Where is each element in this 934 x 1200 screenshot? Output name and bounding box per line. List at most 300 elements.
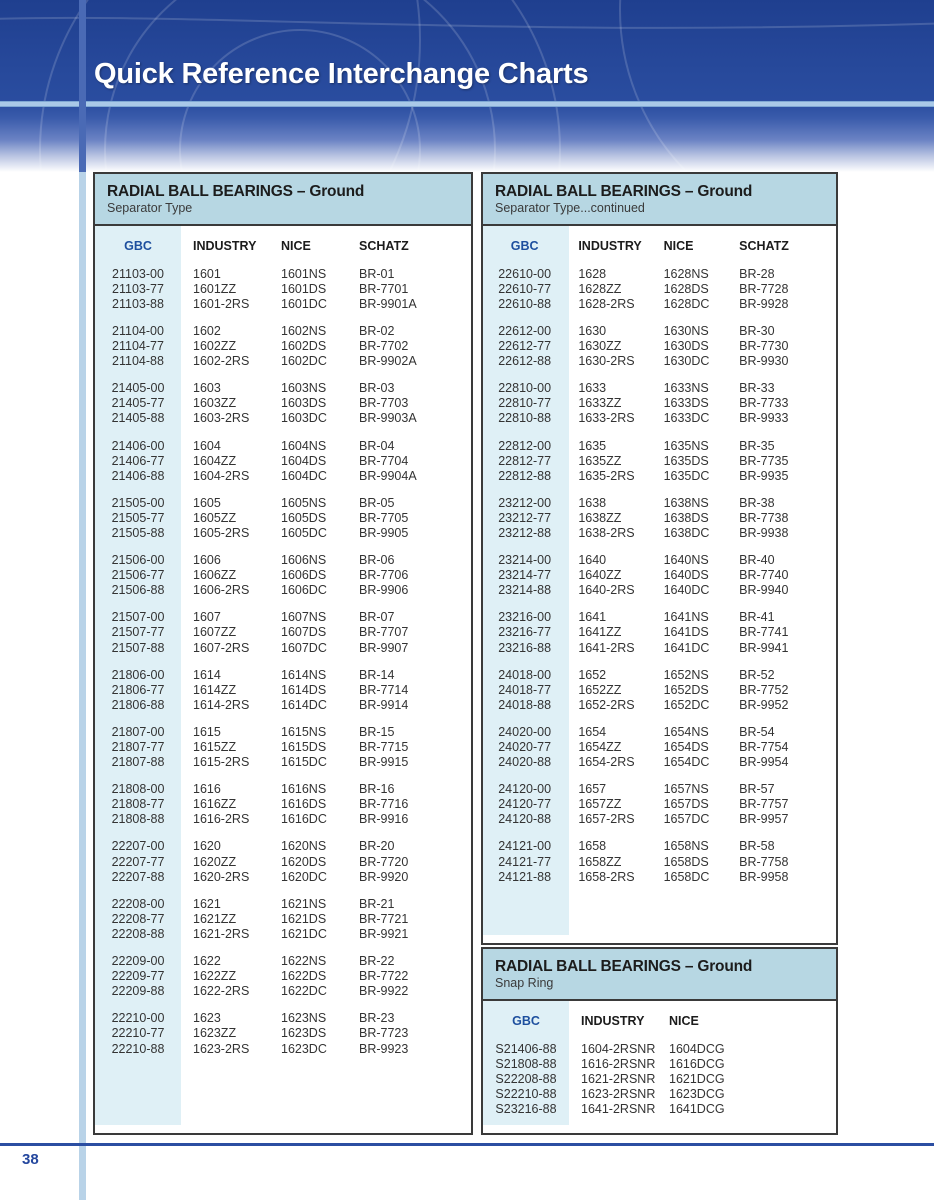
cell-industry: 1623-2RS: [193, 1041, 250, 1056]
cell-gbc: 22610-00: [498, 266, 552, 281]
cell-schatz: BR-9905: [359, 525, 409, 540]
table-row: [483, 1057, 836, 1072]
cell-schatz: BR-9901A: [359, 296, 417, 311]
table-row: [95, 870, 471, 885]
cell-schatz: BR-33: [739, 381, 775, 396]
cell-industry: 1602-2RS: [193, 354, 250, 369]
table-row: [483, 381, 836, 396]
cell-gbc: 21807-88: [111, 755, 165, 770]
cell-industry: 1652: [578, 667, 607, 682]
cell-schatz: BR-7715: [359, 740, 409, 755]
cell-schatz: BR-7721: [359, 911, 409, 926]
cell-industry: 1654: [578, 724, 607, 739]
cell-schatz: BR-7752: [739, 682, 789, 697]
cell-industry: 1633ZZ: [578, 396, 622, 411]
cell-gbc: 24121-00: [498, 839, 552, 854]
cell-industry: 1640ZZ: [578, 568, 622, 583]
cell-industry: 1652ZZ: [578, 682, 622, 697]
cell-nice: 1607DC: [281, 640, 327, 655]
cell-industry: 1602: [193, 323, 221, 338]
cell-gbc: 21806-77: [111, 682, 165, 697]
cell-schatz: BR-9915: [359, 755, 409, 770]
cell-gbc: 21807-00: [111, 724, 165, 739]
cell-industry: 1641-2RS: [578, 640, 635, 655]
table-row: [95, 381, 471, 396]
cell-gbc: 22210-00: [111, 1011, 165, 1026]
cell-nice: 1620NS: [281, 839, 327, 854]
table-row: [483, 698, 836, 713]
cell-nice: 1614DC: [281, 697, 327, 712]
left-accent-bar: [79, 0, 86, 1200]
cell-gbc: 21507-77: [111, 625, 165, 640]
cell-nice: 1614NS: [281, 667, 327, 682]
cell-nice: 1603DS: [281, 396, 327, 411]
table-row: [95, 683, 471, 698]
cell-industry: 1604-2RS: [193, 468, 250, 483]
cell-schatz: BR-52: [739, 667, 775, 682]
cell-gbc: 23214-00: [498, 553, 552, 568]
cell-gbc: 21505-88: [111, 525, 165, 540]
cell-nice: 1633DS: [663, 396, 709, 411]
cell-gbc: 23216-88: [498, 640, 552, 655]
cell-nice: 1622NS: [281, 954, 327, 969]
cell-industry: 1606: [193, 553, 221, 568]
column-header-row: [483, 226, 836, 267]
cell-nice: 1602DS: [281, 339, 327, 354]
cell-gbc: 24020-00: [498, 724, 552, 739]
cell-industry: 1620-2RS: [193, 869, 250, 884]
cell-schatz: BR-9922: [359, 984, 409, 999]
cell-schatz: BR-7728: [739, 281, 789, 296]
cell-industry: 1640: [578, 553, 607, 568]
cell-schatz: BR-14: [359, 667, 395, 682]
cell-industry: 1633: [578, 381, 607, 396]
cell-nice: 1621DC: [281, 926, 327, 941]
cell-schatz: BR-9916: [359, 812, 409, 827]
table-row: [95, 812, 471, 827]
cell-gbc: 22209-88: [111, 984, 165, 999]
cell-industry: 1603-2RS: [193, 411, 250, 426]
cell-schatz: BR-30: [739, 323, 775, 338]
cell-gbc: 21104-88: [112, 354, 164, 369]
cell-nice: 1658DC: [663, 869, 710, 884]
table-row: [483, 797, 836, 812]
cell-nice: 1607DS: [281, 625, 327, 640]
cell-gbc: 22810-00: [498, 381, 552, 396]
cell-gbc: 23214-77: [498, 568, 552, 583]
table-row: [95, 897, 471, 912]
cell-industry: 1601ZZ: [193, 281, 237, 296]
cell-gbc: 24018-00: [498, 667, 552, 682]
cell-industry: 1622ZZ: [193, 969, 237, 984]
cell-industry: 1635-2RS: [578, 468, 635, 483]
cell-nice: 1628DS: [663, 281, 709, 296]
cell-gbc: 21507-88: [111, 640, 165, 655]
table-row: [95, 1026, 471, 1041]
cell-schatz: BR-7702: [359, 339, 409, 354]
cell-nice: 1638NS: [663, 495, 709, 510]
table-row: [95, 797, 471, 812]
cell-schatz: BR-7738: [739, 510, 789, 525]
table-subtitle: Separator Type...continued: [495, 201, 645, 216]
cell-industry: 1638-2RS: [578, 525, 635, 540]
cell-schatz: BR-7704: [359, 453, 409, 468]
cell-nice: 1623DCG: [669, 1086, 725, 1101]
footer-divider-rule: [0, 1143, 934, 1146]
table-row: [95, 839, 471, 854]
table-row: [95, 1011, 471, 1026]
cell-nice: 1606NS: [281, 553, 327, 568]
cell-schatz: BR-7733: [739, 396, 789, 411]
table-row: [95, 354, 471, 369]
cell-nice: 1652DS: [663, 682, 709, 697]
cell-nice: 1604NS: [281, 438, 327, 453]
cell-nice: 1628DC: [663, 296, 710, 311]
cell-industry: 1614: [193, 667, 221, 682]
cell-gbc: S22210-88: [495, 1086, 557, 1101]
cell-nice: 1616DCG: [669, 1056, 725, 1071]
cell-nice: 1621DS: [281, 911, 327, 926]
cell-industry: 1630: [578, 323, 607, 338]
cell-schatz: BR-9928: [739, 296, 789, 311]
table-row: [95, 725, 471, 740]
cell-nice: 1604DC: [281, 468, 327, 483]
cell-industry: 1630-2RS: [578, 354, 635, 369]
cell-nice: 1606DS: [281, 568, 327, 583]
cell-industry: 1623-2RSNR: [581, 1086, 656, 1101]
cell-schatz: BR-9921: [359, 926, 409, 941]
table-row: [483, 354, 836, 369]
cell-industry: 1658: [578, 839, 607, 854]
cell-gbc: 22812-77: [498, 453, 552, 468]
cell-gbc: 21103-00: [112, 266, 164, 281]
table-row: [95, 698, 471, 713]
cell-industry: 1620ZZ: [193, 854, 237, 869]
cell-schatz: BR-9907: [359, 640, 409, 655]
cell-gbc: 22810-88: [498, 411, 552, 426]
cell-industry: 1605ZZ: [193, 510, 237, 525]
cell-nice: 1630NS: [663, 323, 709, 338]
cell-industry: 1657ZZ: [578, 797, 622, 812]
cell-schatz: BR-7757: [739, 797, 789, 812]
cell-nice: 1640DC: [663, 583, 710, 598]
cell-industry: 1641: [578, 610, 607, 625]
cell-industry: 1604-2RSNR: [581, 1041, 656, 1056]
table-row: [95, 339, 471, 354]
cell-nice: 1630DC: [663, 354, 710, 369]
cell-nice: 1601DS: [281, 281, 327, 296]
cell-gbc: 23212-88: [498, 525, 552, 540]
cell-nice: 1604DS: [281, 453, 327, 468]
cell-industry: 1603: [193, 381, 221, 396]
cell-gbc: 24120-88: [498, 812, 552, 827]
cell-industry: 1604: [193, 438, 221, 453]
cell-nice: 1616NS: [281, 782, 327, 797]
cell-schatz: BR-9923: [359, 1041, 409, 1056]
cell-industry: 1601-2RS: [193, 296, 250, 311]
table-header-snap-ring: [483, 949, 836, 1001]
cell-gbc: 22207-77: [111, 854, 165, 869]
table-row: [483, 870, 836, 885]
cell-industry: 1658ZZ: [578, 854, 622, 869]
cell-schatz: BR-03: [359, 381, 395, 396]
header-divider-rule: [0, 101, 934, 107]
cell-nice: 1607NS: [281, 610, 327, 625]
table-row: [95, 740, 471, 755]
cell-schatz: BR-7730: [739, 339, 789, 354]
cell-nice: 1615DC: [281, 755, 327, 770]
cell-nice: 1621DCG: [669, 1071, 725, 1086]
cell-schatz: BR-01: [359, 266, 395, 281]
cell-industry: 1615-2RS: [193, 755, 250, 770]
table-row: [483, 553, 836, 568]
cell-nice: 1652DC: [663, 697, 710, 712]
cell-gbc: 21104-00: [112, 323, 164, 338]
table-row: [95, 984, 471, 999]
cell-schatz: BR-41: [739, 610, 775, 625]
table-row: [95, 553, 471, 568]
cell-schatz: BR-9957: [739, 812, 789, 827]
table-row: [483, 1042, 836, 1057]
cell-gbc: 24121-77: [498, 854, 552, 869]
table-title: RADIAL BALL BEARINGS – Ground: [495, 183, 753, 200]
cell-nice: 1601DC: [281, 296, 327, 311]
cell-industry: 1606ZZ: [193, 568, 237, 583]
table-row: [483, 297, 836, 312]
cell-nice: 1623DS: [281, 1026, 327, 1041]
cell-industry: 1607-2RS: [193, 640, 250, 655]
cell-gbc: 22208-77: [111, 911, 165, 926]
table-row: [95, 610, 471, 625]
cell-schatz: BR-9952: [739, 697, 789, 712]
cell-gbc: 22210-88: [111, 1041, 165, 1056]
cell-schatz: BR-38: [739, 495, 775, 510]
cell-industry: 1605: [193, 495, 221, 510]
table-row: [483, 668, 836, 683]
cell-nice: 1635DC: [663, 468, 710, 483]
table-row: [483, 1072, 836, 1087]
cell-gbc: 22210-77: [111, 1026, 165, 1041]
cell-industry: 1606-2RS: [193, 583, 250, 598]
cell-gbc: 22209-77: [111, 969, 165, 984]
cell-gbc: 22610-88: [498, 296, 552, 311]
cell-schatz: BR-22: [359, 954, 395, 969]
cell-schatz: BR-7714: [359, 682, 409, 697]
cell-gbc: 21103-88: [112, 296, 164, 311]
cell-gbc: 21808-88: [111, 812, 165, 827]
cell-industry: 1616-2RSNR: [581, 1056, 656, 1071]
cell-gbc: 22207-88: [111, 869, 165, 884]
table-row: [483, 454, 836, 469]
cell-gbc: 22209-00: [111, 954, 165, 969]
table-body-separator-type: [95, 226, 471, 1125]
cell-nice: 1605DC: [281, 525, 327, 540]
table-row: [95, 782, 471, 797]
table-subtitle: Snap Ring: [495, 976, 554, 991]
cell-industry: 1602ZZ: [193, 339, 237, 354]
cell-gbc: 21808-77: [111, 797, 165, 812]
cell-schatz: BR-04: [359, 438, 395, 453]
cell-gbc: 22208-88: [111, 926, 165, 941]
cell-gbc: 21406-00: [111, 438, 165, 453]
table-row: [483, 625, 836, 640]
cell-nice: 1603DC: [281, 411, 327, 426]
table-row: [483, 267, 836, 282]
cell-industry: 1640-2RS: [578, 583, 635, 598]
cell-industry: 1638: [578, 495, 607, 510]
cell-gbc: 21506-77: [111, 568, 165, 583]
column-header-gbc: GBC: [124, 238, 152, 253]
cell-industry: 1654ZZ: [578, 740, 622, 755]
cell-industry: 1604ZZ: [193, 453, 237, 468]
cell-industry: 1621ZZ: [193, 911, 237, 926]
cell-industry: 1635ZZ: [578, 453, 622, 468]
table-row: [483, 568, 836, 583]
column-header-nice: NICE: [669, 1013, 699, 1028]
table-row: [95, 755, 471, 770]
cell-nice: 1638DS: [663, 510, 709, 525]
cell-schatz: BR-21: [359, 896, 395, 911]
cell-nice: 1620DC: [281, 869, 327, 884]
cell-gbc: 22612-88: [498, 354, 552, 369]
table-row: [483, 1102, 836, 1117]
column-header-nice: NICE: [281, 238, 311, 253]
table-row: [483, 755, 836, 770]
cell-industry: 1628ZZ: [578, 281, 622, 296]
column-header-industry: INDUSTRY: [578, 238, 642, 253]
cell-industry: 1615ZZ: [193, 740, 237, 755]
cell-gbc: 24120-00: [498, 782, 552, 797]
cell-schatz: BR-7705: [359, 510, 409, 525]
cell-gbc: 23212-00: [498, 495, 552, 510]
column-header-industry: INDUSTRY: [193, 238, 257, 253]
table-row: [95, 511, 471, 526]
cell-industry: 1614-2RS: [193, 697, 250, 712]
table-row: [483, 725, 836, 740]
table-row: [95, 267, 471, 282]
cell-nice: 1654NS: [663, 724, 709, 739]
column-header-nice: NICE: [663, 238, 694, 253]
cell-gbc: 21806-00: [111, 667, 165, 682]
table-row: [483, 511, 836, 526]
table-row: [95, 668, 471, 683]
cell-nice: 1615NS: [281, 724, 327, 739]
column-header-schatz: SCHATZ: [359, 238, 409, 253]
cell-gbc: 23212-77: [498, 510, 552, 525]
cell-nice: 1616DC: [281, 812, 327, 827]
cell-gbc: S23216-88: [495, 1102, 557, 1117]
cell-gbc: 21406-88: [111, 468, 165, 483]
cell-schatz: BR-02: [359, 323, 395, 338]
cell-nice: 1657DS: [663, 797, 709, 812]
table-row: [95, 411, 471, 426]
cell-industry: 1628: [578, 266, 607, 281]
cell-schatz: BR-15: [359, 724, 395, 739]
cell-schatz: BR-9954: [739, 755, 789, 770]
cell-schatz: BR-7706: [359, 568, 409, 583]
cell-nice: 1622DS: [281, 969, 327, 984]
cell-schatz: BR-57: [739, 782, 775, 797]
cell-schatz: BR-16: [359, 782, 395, 797]
table-row: [95, 396, 471, 411]
cell-nice: 1635DS: [663, 453, 709, 468]
cell-nice: 1623DC: [281, 1041, 327, 1056]
cell-gbc: 24018-88: [498, 697, 552, 712]
table-row: [483, 855, 836, 870]
cell-industry: 1621: [193, 896, 221, 911]
cell-nice: 1606DC: [281, 583, 327, 598]
cell-industry: 1605-2RS: [193, 525, 250, 540]
column-header-row: [483, 1001, 836, 1042]
cell-industry: 1652-2RS: [578, 697, 635, 712]
cell-gbc: 21506-00: [111, 553, 165, 568]
table-row: [95, 583, 471, 598]
cell-nice: 1628NS: [663, 266, 709, 281]
table-row: [95, 526, 471, 541]
cell-schatz: BR-9940: [739, 583, 789, 598]
table-row: [95, 1042, 471, 1057]
cell-schatz: BR-35: [739, 438, 775, 453]
table-body-snap-ring: [483, 1001, 836, 1125]
page-number: 38: [22, 1151, 39, 1168]
cell-schatz: BR-7701: [359, 281, 409, 296]
cell-schatz: BR-23: [359, 1011, 395, 1026]
cell-nice: 1630DS: [663, 339, 709, 354]
table-title: RADIAL BALL BEARINGS – Ground: [107, 183, 365, 200]
table-row: [483, 583, 836, 598]
cell-gbc: 24120-77: [498, 797, 552, 812]
cell-industry: 1654-2RS: [578, 755, 635, 770]
page-header-band: [0, 0, 934, 172]
table-row: [483, 782, 836, 797]
cell-nice: 1623NS: [281, 1011, 327, 1026]
cell-gbc: S21406-88: [495, 1041, 557, 1056]
table-body-separator-type-continued: [483, 226, 836, 935]
cell-industry: 1621-2RS: [193, 926, 250, 941]
cell-schatz: BR-9906: [359, 583, 409, 598]
cell-industry: 1616-2RS: [193, 812, 250, 827]
cell-schatz: BR-40: [739, 553, 775, 568]
cell-schatz: BR-7741: [739, 625, 789, 640]
cell-industry: 1620: [193, 839, 221, 854]
cell-nice: 1658DS: [663, 854, 709, 869]
table-row: [483, 839, 836, 854]
cell-industry: 1601: [193, 266, 221, 281]
cell-schatz: BR-9920: [359, 869, 409, 884]
column-header-gbc: GBC: [512, 1013, 540, 1028]
cell-gbc: 22812-00: [498, 438, 552, 453]
cell-schatz: BR-9914: [359, 697, 409, 712]
cell-gbc: 22208-00: [111, 896, 165, 911]
cell-industry: 1628-2RS: [578, 296, 635, 311]
cell-gbc: 21103-77: [112, 281, 164, 296]
table-header-separator-type: [95, 174, 471, 226]
cell-schatz: BR-06: [359, 553, 395, 568]
cell-gbc: 21405-88: [111, 411, 165, 426]
table-row: [483, 812, 836, 827]
cell-industry: 1638ZZ: [578, 510, 622, 525]
cell-industry: 1635: [578, 438, 607, 453]
cell-industry: 1616ZZ: [193, 797, 237, 812]
cell-nice: 1601NS: [281, 266, 327, 281]
cell-schatz: BR-7735: [739, 453, 789, 468]
table-row: [483, 683, 836, 698]
cell-nice: 1640DS: [663, 568, 709, 583]
cell-industry: 1630ZZ: [578, 339, 622, 354]
cell-schatz: BR-20: [359, 839, 395, 854]
table-row: [483, 1087, 836, 1102]
cell-schatz: BR-9902A: [359, 354, 417, 369]
